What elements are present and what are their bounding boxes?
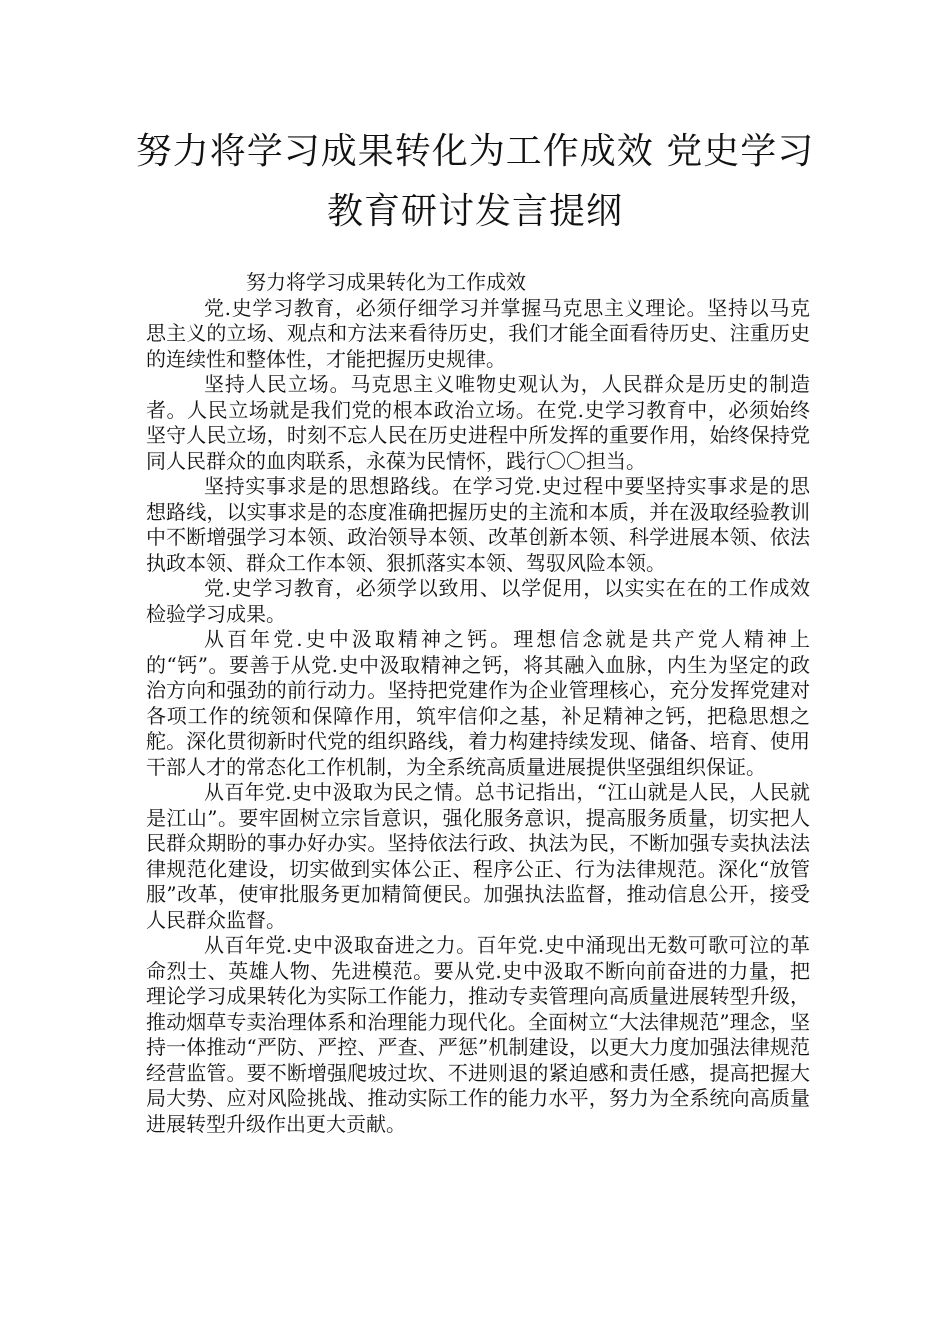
document-body <box>146 270 810 1137</box>
paragraph-3: 坚持实事求是的思想路线。在学习党.史过程中要坚持实事求是的思想路线，以实事求是的态度准确把握历史的主流和本质，并在汲取经验教训中不断增强学习本领、政治领导本领、改革创新本领、科学进展本领、依法执政本领、群众工作本领、狠抓落实本领、驾驭风险本领。 <box>146 474 810 575</box>
paragraph-4: 党.史学习教育，必须学以致用、以学促用，以实实在在的工作成效检验学习成果。 <box>146 576 810 626</box>
paragraph-1: 党.史学习教育，必须仔细学习并掌握马克思主义理论。坚持以马克思主义的立场、观点和方法来看待历史，我们才能全面看待历史、注重历史的连续性和整体性，才能把握历史规律。 <box>146 295 810 371</box>
paragraph-7: 从百年党.史中汲取奋进之力。百年党.史中涌现出无数可歌可泣的革命烈士、英雄人物、先进模范。要从党.史中汲取不断向前奋进的力量，把理论学习成果转化为实际工作能力，推动专卖管理向高质量进展转型升级，推动烟草专卖治理体系和治理能力现代化。全面树立“大法律规范”理念，坚持一体推动“严防、严控、严查、严惩”机制建设，以更大力度加强法律规范经营监管。要不断增强爬坡过坎、不进则退的紧迫感和责任感，提高把握大局大势、应对风险挑战、推动实际工作的能力水平，努力为全系统向高质量进展转型升级作出更大贡献。 <box>146 933 810 1136</box>
paragraph-5: 从百年党.史中汲取精神之钙。理想信念就是共产党人精神上的“钙”。要善于从党.史中汲取精神之钙，将其融入血脉，内生为坚定的政治方向和强劲的前行动力。坚持把党建作为企业管理核心，充分发挥党建对各项工作的统领和保障作用，筑牢信仰之基，补足精神之钙，把稳思想之舵。深化贯彻新时代党的组织路线，着力构建持续发现、储备、培育、使用干部人才的常态化工作机制，为全系统高质量进展提供坚强组织保证。 <box>146 627 810 779</box>
title-line-1: 努力将学习成果转化为工作成效 党史学习 <box>135 131 815 172</box>
paragraph-6: 从百年党.史中汲取为民之情。总书记指出，“江山就是人民，人民就是江山”。要牢固树立宗旨意识，强化服务意识，提高服务质量，切实把人民群众期盼的事办好办实。坚持依法行政、执法为民，不断加强专卖执法法律规范化建设，切实做到实体公正、程序公正、行为法律规范。深化“放管服”改革，使审批服务更加精简便民。加强执法监督，推动信息公开，接受人民群众监督。 <box>146 780 810 932</box>
paragraph-2: 坚持人民立场。马克思主义唯物史观认为，人民群众是历史的制造者。人民立场就是我们党的根本政治立场。在党.史学习教育中，必须始终坚守人民立场，时刻不忘人民在历史进程中所发挥的重要作用，始终保持党同人民群众的血肉联系，永葆为民情怀，践行〇〇担当。 <box>146 372 810 473</box>
section-subtitle: 努力将学习成果转化为工作成效 <box>246 270 526 294</box>
document-title <box>0 122 950 242</box>
title-line-2: 教育研讨发言提纲 <box>326 191 623 232</box>
